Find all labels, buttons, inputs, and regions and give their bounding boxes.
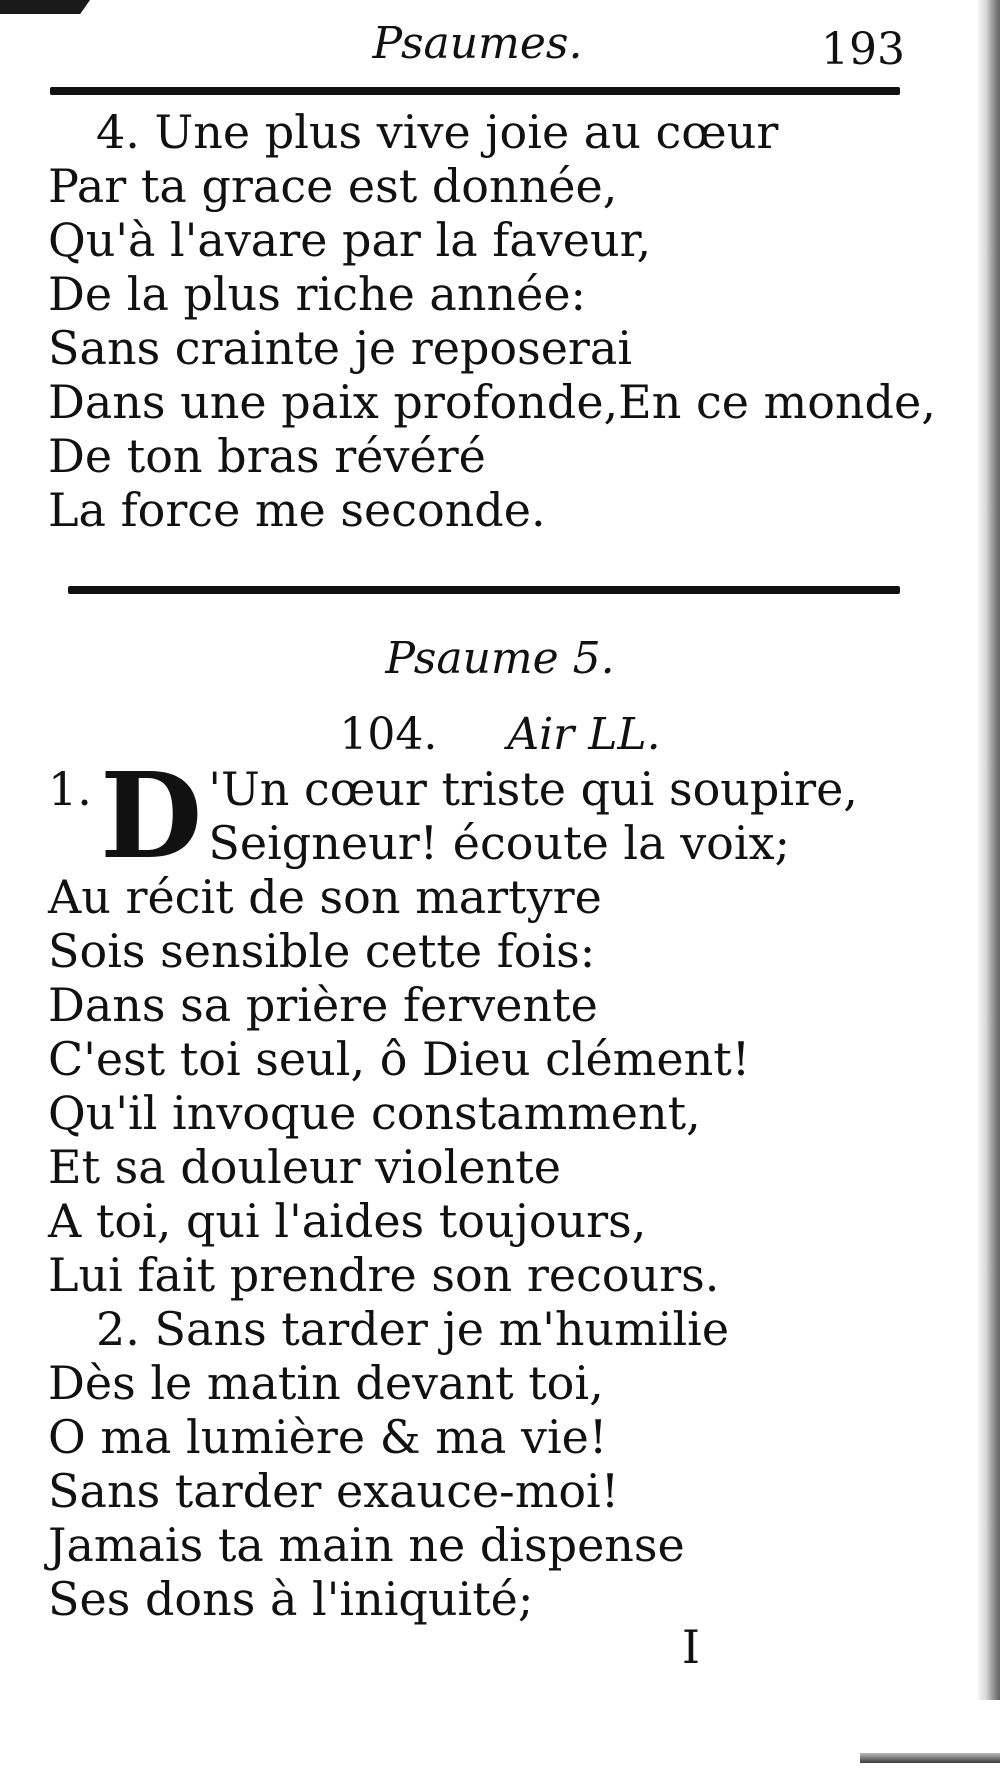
running-title: Psaumes. [372,18,583,69]
verse-line: Ses dons à l'iniquité; [48,1572,534,1626]
dropcap-row [48,746,910,885]
verse-line: De la plus riche année: [48,267,587,321]
stanza-number: 1. [48,762,92,816]
verse-line: La force me seconde. [48,483,546,537]
air-label: Air LL. [507,709,661,760]
verse-line: 4. Une plus vive joie au cœur [96,105,779,159]
verse-line: De ton bras révéré [48,429,486,483]
verse-line: C'est toi seul, ô Dieu clément! [48,1032,751,1086]
verse-line-split [48,375,936,429]
verse-line: O ma lumière & ma vie! [48,1410,608,1464]
verse-line: Qu'à l'avare par la faveur, [48,213,652,267]
verse-line: Dans sa prière fervente [48,978,598,1032]
verse-line-right: En ce monde, [618,375,936,429]
verse-line: Par ta grace est donnée, [48,159,618,213]
verse-line: Sois sensible cette fois: [48,924,596,978]
verse-line: Seigneur! écoute la voix; [208,816,791,870]
stanza-2 [48,1302,910,1626]
stanza-4 [48,105,936,537]
page-bottom-mark [860,1753,1000,1763]
verse-line: A toi, qui l'aides toujours, [48,1194,647,1248]
drop-cap: D [100,746,203,885]
verse-line: 2. Sans tarder je m'humilie [96,1302,730,1356]
verse-line: Et sa douleur violente [48,1140,561,1194]
page-number: 193 [821,24,905,75]
verse-line: Au récit de son martyre [48,870,602,924]
verse-line: Dès le matin devant toi, [48,1356,604,1410]
section-rule [68,586,900,594]
verse-line: Qu'il invoque constamment, [48,1086,701,1140]
catchword: I [681,1620,700,1674]
stanza-1 [48,746,910,1302]
verse-line: Sans tarder exauce-moi! [48,1464,620,1518]
dropcap-lines [208,762,858,870]
psalm-title: Psaume 5. [385,633,615,684]
verse-line: 'Un cœur triste qui soupire, [208,762,858,816]
verse-line: Sans crainte je reposerai [48,321,633,375]
hymn-number: 104. [339,709,438,760]
header-rule [50,87,900,95]
page-edge-shadow [978,0,1000,1700]
verse-line: Lui fait prendre son recours. [48,1248,720,1302]
running-header [50,10,905,80]
verse-line-left: Dans une paix profonde, [48,375,619,429]
verse-line: Jamais ta main ne dispense [48,1518,685,1572]
